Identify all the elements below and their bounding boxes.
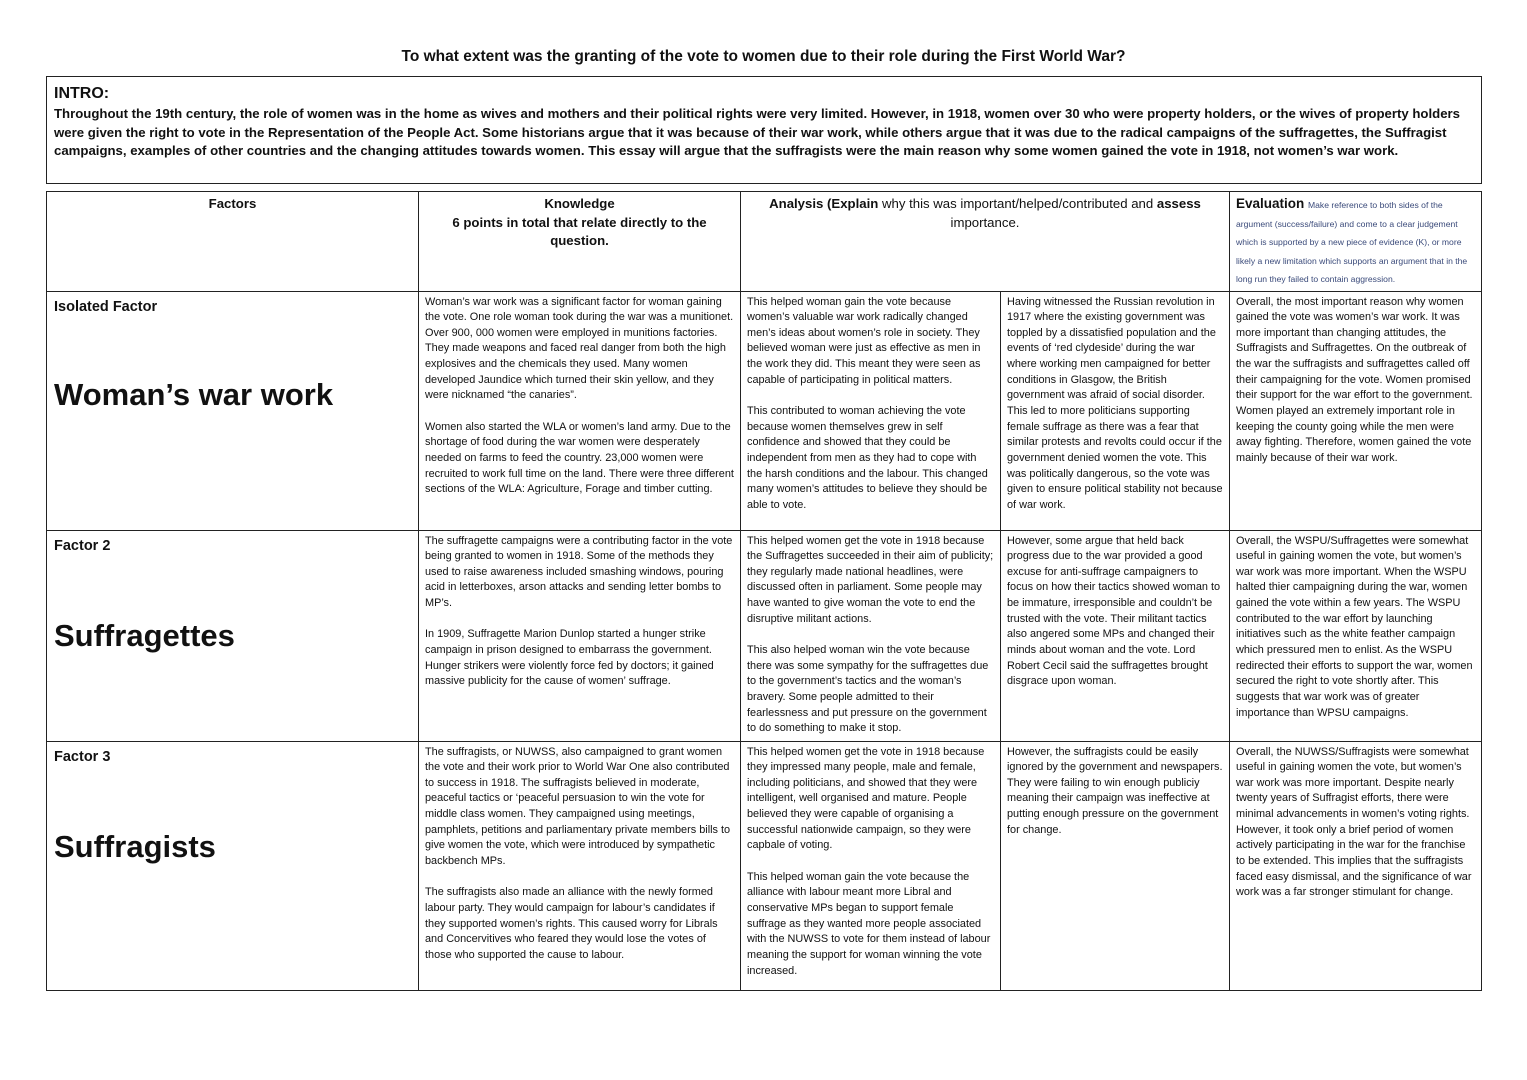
header-factors: Factors bbox=[47, 192, 419, 292]
evaluation-cell bbox=[1230, 291, 1482, 530]
table-row bbox=[47, 530, 1482, 741]
factor-cell bbox=[47, 291, 419, 530]
knowledge-paragraph: In 1909, Suffragette Marion Dunlop started a hunger strike campaign in prison designed to embarrass the government. Hunger strikers were violently force fed by doctors; it gained massive publicity for the cause of women’ suffrage. bbox=[425, 628, 714, 688]
evaluation-cell bbox=[1230, 741, 1482, 990]
table-row bbox=[47, 741, 1482, 990]
intro-heading: INTRO: bbox=[54, 85, 110, 102]
counter-analysis-cell bbox=[1001, 741, 1230, 990]
table-row bbox=[47, 291, 1482, 530]
knowledge-cell bbox=[419, 741, 741, 990]
counter-analysis-cell bbox=[1001, 530, 1230, 741]
analysis-paragraph: This helped women get the vote in 1918 because they impressed many people, male and female, including politicians, and showed that they were intelligent, well organised and mature. People believed they were capable of organising a successful nationwide campaign, so they were capbale of voting. bbox=[747, 745, 985, 852]
analysis-cell bbox=[741, 291, 1001, 530]
evaluation-cell bbox=[1230, 530, 1482, 741]
header-row bbox=[47, 192, 1482, 292]
header-knowledge bbox=[419, 192, 741, 292]
essay-plan-table bbox=[46, 191, 1482, 991]
intro-box bbox=[46, 76, 1482, 184]
knowledge-cell bbox=[419, 530, 741, 741]
factor-name: Woman’s war work bbox=[54, 376, 334, 412]
analysis-bold-1: Analysis (Explain bbox=[769, 196, 879, 211]
knowledge-paragraph: The suffragists also made an alliance with the newly formed labour party. They would campaign for labour’s candidates if they supported women’s rights. This caused worry for Librals and Concervitives who feared they would lose the votes of those who supported the cause to labour. bbox=[425, 886, 718, 962]
evaluation-title: Evaluation bbox=[1236, 196, 1305, 211]
counter-analysis-paragraph: However, some argue that held back progress due to the war provided a good excuse for anti-suffrage campaigners to focus on how their tactics showed woman to be immature, irresponsible and couldn’t be trusted with the vote. Their militant tactics also angered some MPs and changed their minds about woman and the vote. Lord Robert Cecil said the suffragettes brought disgrace upon woman. bbox=[1007, 534, 1221, 688]
analysis-paragraph: This also helped woman win the vote because there was some sympathy for the suffragettes due to the government’s tactics and the woman’s bravery. Some people admitted to their fearlessness and put pressure on the government to do something to make it stop. bbox=[747, 644, 989, 735]
factor-name: Suffragists bbox=[54, 828, 216, 864]
analysis-mid: why this was important/helped/contributed and bbox=[878, 196, 1157, 211]
knowledge-paragraph: Women also started the WLA or women’s land army. Due to the shortage of food during the war women were desperately needed on farms to feed the country. 23,000 women were recruited to work full time on the land. There were three different sections of the WLA: Agriculture, Forage and timber cutting. bbox=[425, 420, 734, 496]
factor-label: Factor 2 bbox=[54, 537, 111, 554]
counter-analysis-paragraph: However, the suffragists could be easily ignored by the government and newspapers. They were failing to win enough publiciy meaning their campaign was ineffective at putting enough pressure on the government for change. bbox=[1007, 745, 1223, 836]
knowledge-subtitle: 6 points in total that relate directly to the question. bbox=[452, 214, 707, 248]
evaluation-note: Make reference to both sides of the argument (success/failure) and come to a clear judgement which is supported by a new piece of evidence (K), or more likely a new limitation which supports an argument that in the long run they failed to contain aggression. bbox=[1236, 200, 1468, 284]
analysis-cell bbox=[741, 530, 1001, 741]
counter-analysis-cell bbox=[1001, 291, 1230, 530]
evaluation-paragraph: Overall, the WSPU/Suffragettes were somewhat useful in gaining women the vote, but women’s war work was more important. When the WSPU halted thier campaigning during the war, women gained the vote within a few years. The WSPU contributed to the war effort by launching initiatives such as the white feather campaign which pressured men to enlist. As the WSPU redirected their efforts to support the war, women secured the right to vote shortly after. This suggests that war work was of greater importance than WPSU campaigns. bbox=[1236, 534, 1473, 719]
analysis-paragraph: This helped woman gain the vote because the alliance with labour meant more Libral and conservative MPs began to support female suffrage as they wanted more people associated with the NUWSS to vote for them instead of labour meaning the support for woman winning the vote increased. bbox=[747, 870, 991, 977]
counter-analysis-paragraph: Having witnessed the Russian revolution in 1917 where the existing government was toppled by a dissatisfied population and the events of ‘red clydeside’ during the war where working men campaigned for better conditions in Glasgow, the British government was afraid of social disorder. This led to more politicians supporting female suffrage as there was a fear that similar protests and revolts could occur if the government denied women the vote. This was politically dangerous, so the vote was given to ensure political stability not because of war work. bbox=[1007, 295, 1223, 512]
knowledge-title: Knowledge bbox=[544, 196, 615, 211]
analysis-bold-2: assess bbox=[1156, 196, 1201, 211]
knowledge-paragraph: Woman’s war work was a significant factor for woman gaining the vote. One role woman took during the war was a munitionet. Over 900, 000 women were employed in munitions factories. They made weapons and faced real danger from both the high explosives and the chemicals they used. Many women developed Jaundice which turned their skin yellow, and they were nicknamed “the canaries”. bbox=[425, 295, 734, 402]
knowledge-paragraph: The suffragette campaigns were a contributing factor in the vote being granted to women in 1918. Some of the methods they used to raise awareness included smashing windows, pouring acid in letterboxes, arson attacks and sending letter bombs to MP’s. bbox=[425, 534, 733, 610]
analysis-paragraph: This helped woman gain the vote because women’s valuable war work radically changed men’s ideas about women’s role in society. They believed woman were just as effective as men in the work they did. This meant they were seen as capable of participating in political matters. bbox=[747, 295, 981, 386]
factor-cell bbox=[47, 530, 419, 741]
factor-cell bbox=[47, 741, 419, 990]
knowledge-cell bbox=[419, 291, 741, 530]
factor-label: Factor 3 bbox=[54, 748, 111, 765]
evaluation-paragraph: Overall, the NUWSS/Suffragists were somewhat useful in gaining women the vote, but women’s war work was more important. Despite nearly twenty years of Suffragist efforts, there were minimal advancements in women’s voting rights. However, it took only a brief period of women actively participating in the war for the franchise to be extended. This implies that the suffragists faced easy dismissal, and the significance of war work was a far stronger stimulant for change. bbox=[1236, 745, 1472, 899]
factor-label: Isolated Factor bbox=[54, 298, 158, 315]
analysis-end: importance. bbox=[950, 214, 1020, 230]
knowledge-paragraph: The suffragists, or NUWSS, also campaigned to grant women the vote and their work prior to World War One also contributed to success in 1918. The suffragists believed in moderate, peaceful tactics or ‘peaceful persuasion to win the vote for middle class women. They campaigned using meetings, pamphlets, petitions and parliamentary private members bills to give women the vote, which were introduced by sympathetic backbench MPs. bbox=[425, 745, 731, 868]
evaluation-paragraph: Overall, the most important reason why women gained the vote was women’s war work. It was more important than changing attitudes, the Suffragists and Suffragettes. On the outbreak of the war the suffragists and suffragettes called off their campaigning for the vote. Women promised their support for the war effort to the government. Women played an extremely important role in keeping the county going while the men were away fighting. Therefore, women gained the vote mainly because of their war work. bbox=[1236, 295, 1473, 465]
factor-name: Suffragettes bbox=[54, 617, 235, 653]
header-analysis bbox=[741, 192, 1230, 292]
header-evaluation bbox=[1230, 192, 1482, 292]
page-title: To what extent was the granting of the vote to women due to their role during the First World War? bbox=[401, 48, 1126, 65]
analysis-paragraph: This helped women get the vote in 1918 because the Suffragettes succeeded in their aim of publicity; they regularly made national headlines, were discussed often in parliament. Some people may have wanted to give woman the vote to end the disruptive militant actions. bbox=[747, 534, 994, 625]
analysis-cell bbox=[741, 741, 1001, 990]
intro-text: Throughout the 19th century, the role of women was in the home as wives and mothers and their political rights were very limited. However, in 1918, women over 30 who were property holders, or the wives of property holders were given the right to vote in the Representation of the People Act. Some historians argue that it was because of their war work, while others argue that it was due to the radical campaigns of the suffragettes, the Suffragist campaigns, examples of other countries and the changing attitudes towards women. This essay will argue that the suffragists were the main reason why some women gained the vote in 1918, not women’s war work. bbox=[54, 106, 1461, 158]
analysis-paragraph: This contributed to woman achieving the vote because women themselves grew in self confidence and showed that they could be independent from men as they had to cope with the harsh conditions and the labour. This changed many women’s attitudes to believe they should be able to vote. bbox=[747, 405, 988, 512]
